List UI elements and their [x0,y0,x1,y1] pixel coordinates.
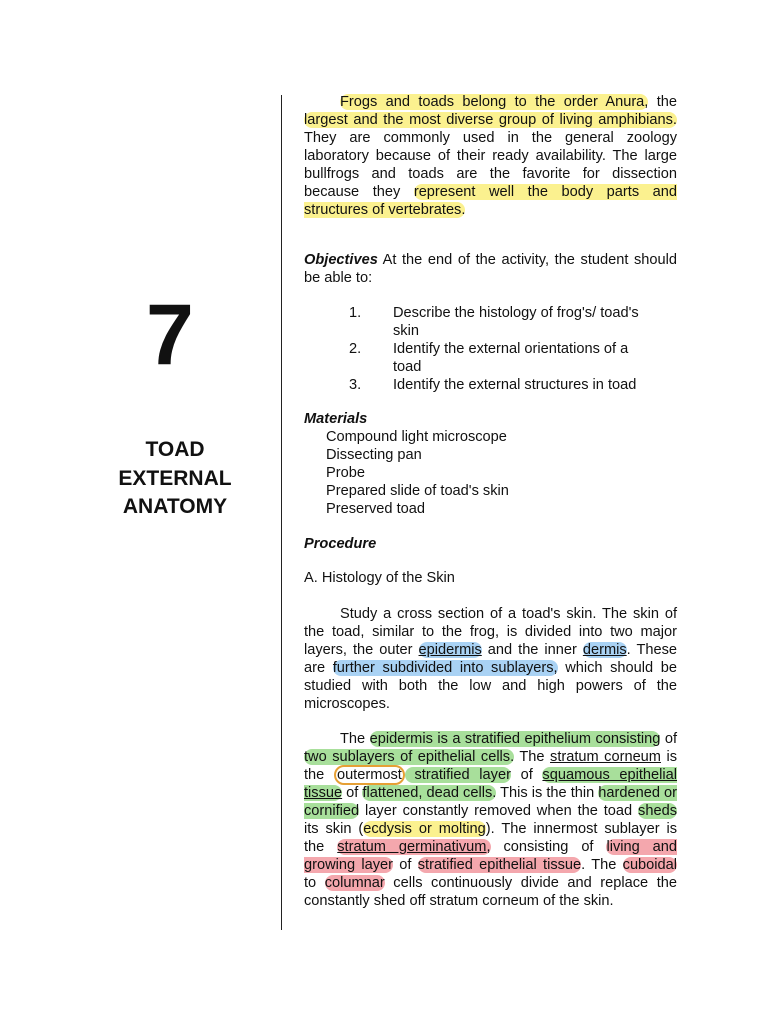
chapter-number: 7 [146,287,194,383]
highlight: two sublayers of epithelial cells. [304,749,515,765]
objectives-text: At the end of the activity, the student should be able to: [304,252,677,286]
column-divider [281,95,282,930]
materials-list [304,428,677,518]
text-run: which should be studied with both the low and high powers of the microscopes. [304,660,677,712]
list-number: 1. [349,305,362,321]
highlight: columnar [324,875,385,891]
text-run: Study a cross section of a toad's skin. The skin of the toad, similar to the frog, is divided into two major layers, the outer [304,606,677,658]
highlight: stratified layer [404,767,511,783]
text-run: . The [581,857,623,873]
highlight: epidermis is a stratified epithelium consisting [369,731,661,747]
text-run: The [514,749,551,765]
highlight: flattened, dead cells. [362,785,497,801]
list-item: Probe [326,465,365,481]
list-text: Identify the external orientations of a toad [393,341,629,375]
section-heading: A. Histology of the Skin [304,570,455,586]
highlight: hardened or cornified [304,785,677,819]
procedure-paragraph [304,605,677,713]
text-run: cells continuously divide and replace the constantly shed off stratum corneum of the skin. [304,875,677,909]
highlight: largest and the most diverse group of living amphibians. [304,112,677,128]
text-run: is the [304,749,677,783]
list-text: Identify the external structures in toad [393,377,637,393]
procedure-paragraph [304,730,677,910]
page-content [304,93,677,910]
chapter-title-line: ANATOMY [122,495,228,518]
list-item: Dissecting pan [326,447,422,463]
text-run: of [510,767,543,783]
text-run: of [342,785,363,801]
highlight: living and growing layer [304,839,678,873]
chapter-title-line: EXTERNAL [118,466,232,490]
highlight: stratified epithelial tissue [417,857,582,873]
objectives-heading: Objectives [304,252,378,268]
text-run: consisting of [490,839,607,855]
text-run: and the inner [481,642,583,658]
highlight: further subdivided into sublayers, [332,660,558,676]
list-item [304,304,677,340]
chapter-title [100,436,250,522]
text-run: layer constantly removed when the toad [359,803,639,819]
highlight: sheds [638,803,677,819]
list-item: Preserved toad [326,501,425,517]
text-run: . These are [304,642,678,676]
highlight: epidermis [418,642,482,658]
list-item [304,376,677,394]
highlight: represent well the body parts and structures of vertebrates. [304,184,677,218]
list-item [304,340,677,376]
intro-paragraph [304,93,677,219]
highlight: cuboidal [622,857,678,873]
underlined-term: stratum corneum [550,749,661,765]
text-run: of [660,731,678,747]
procedure-heading: Procedure [304,536,377,552]
objectives-list [304,304,677,394]
list-text: Describe the histology of frog's/ toad's skin [393,305,639,339]
text-run: The [340,731,370,747]
text-run: ). The innermost sublayer is the [304,821,678,855]
circled-term: outermost [334,765,405,785]
highlight: ecdysis or molting [363,821,486,837]
text-run: its skin ( [304,821,364,837]
list-item: Prepared slide of toad's skin [326,483,509,499]
list-number: 2. [349,341,362,357]
list-item: Compound light microscope [326,429,507,445]
chapter-title-line: TOAD [145,438,205,461]
highlight: Frogs and toads belong to the order Anura, [340,94,649,110]
list-number: 3. [349,377,362,393]
text-run: They are commonly used in the general zoology laboratory because of their ready availability. The large bullfrogs and toads are the favorite for dissection because they [304,130,677,200]
materials-heading: Materials [304,411,368,427]
text-run: This is the thin [496,785,599,801]
text-run: the [648,94,677,110]
text-run: of [393,857,418,873]
objectives-paragraph [304,251,677,287]
highlight: stratum germinativum, [337,839,491,855]
highlight: squamous epithelial tissue [304,767,678,801]
text-run: to [304,875,325,891]
highlight: dermis [582,642,627,658]
